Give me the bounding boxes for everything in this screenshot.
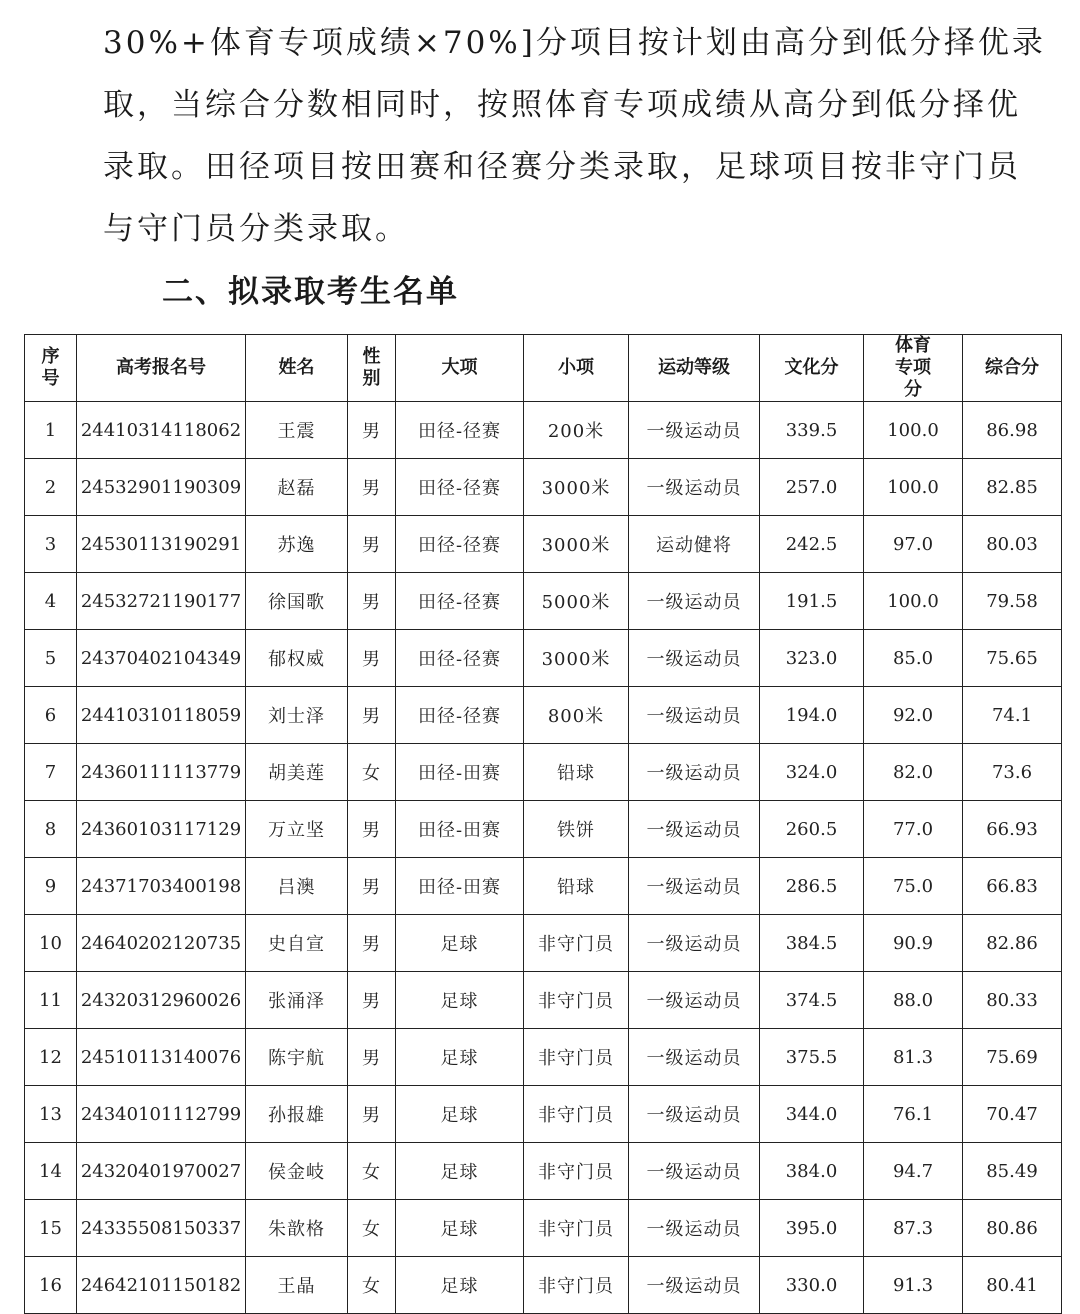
- cell-name: 苏逸: [246, 516, 348, 573]
- cell-event: 铅球: [524, 858, 629, 915]
- header-level: 运动等级: [629, 335, 760, 402]
- cell-exam-no: 24532901190309: [77, 459, 246, 516]
- cell-category: 田径-径赛: [396, 459, 524, 516]
- table-row: [25, 1086, 1062, 1143]
- cell-sport-score: 75.0: [864, 858, 963, 915]
- table-header-row: [25, 335, 1062, 402]
- cell-exam-no: 24335508150337: [77, 1200, 246, 1257]
- table-row: [25, 630, 1062, 687]
- cell-sport-score: 85.0: [864, 630, 963, 687]
- cell-total-score: 66.83: [963, 858, 1062, 915]
- header-exam-no: 高考报名号: [77, 335, 246, 402]
- cell-exam-no: 24320312960026: [77, 972, 246, 1029]
- cell-sport-score: 82.0: [864, 744, 963, 801]
- cell-index: 12: [25, 1029, 77, 1086]
- cell-event: 非守门员: [524, 1029, 629, 1086]
- cell-total-score: 73.6: [963, 744, 1062, 801]
- cell-gender: 男: [348, 402, 396, 459]
- cell-gender: 男: [348, 630, 396, 687]
- cell-level: 一级运动员: [629, 1143, 760, 1200]
- cell-name: 张涌泽: [246, 972, 348, 1029]
- cell-category: 田径-径赛: [396, 402, 524, 459]
- cell-category: 田径-径赛: [396, 630, 524, 687]
- cell-exam-no: 24532721190177: [77, 573, 246, 630]
- cell-sport-score: 87.3: [864, 1200, 963, 1257]
- cell-category: 田径-径赛: [396, 516, 524, 573]
- cell-sport-score: 100.0: [864, 573, 963, 630]
- cell-gender: 女: [348, 744, 396, 801]
- cell-sport-score: 92.0: [864, 687, 963, 744]
- cell-index: 13: [25, 1086, 77, 1143]
- cell-event: 非守门员: [524, 1143, 629, 1200]
- cell-total-score: 80.41: [963, 1257, 1062, 1314]
- cell-total-score: 82.85: [963, 459, 1062, 516]
- table-row: [25, 459, 1062, 516]
- cell-index: 8: [25, 801, 77, 858]
- header-index: 序号: [25, 335, 77, 402]
- cell-culture-score: 257.0: [760, 459, 864, 516]
- cell-culture-score: 191.5: [760, 573, 864, 630]
- cell-event: 5000米: [524, 573, 629, 630]
- cell-index: 5: [25, 630, 77, 687]
- table-row: [25, 1200, 1062, 1257]
- cell-gender: 男: [348, 459, 396, 516]
- cell-gender: 女: [348, 1200, 396, 1257]
- cell-category: 足球: [396, 972, 524, 1029]
- cell-level: 一级运动员: [629, 1086, 760, 1143]
- cell-sport-score: 91.3: [864, 1257, 963, 1314]
- cell-category: 田径-田赛: [396, 858, 524, 915]
- cell-culture-score: 194.0: [760, 687, 864, 744]
- header-category: 大项: [396, 335, 524, 402]
- cell-level: 一级运动员: [629, 744, 760, 801]
- cell-index: 15: [25, 1200, 77, 1257]
- table-row: [25, 858, 1062, 915]
- cell-sport-score: 76.1: [864, 1086, 963, 1143]
- cell-index: 4: [25, 573, 77, 630]
- cell-name: 王晶: [246, 1257, 348, 1314]
- cell-index: 14: [25, 1143, 77, 1200]
- cell-name: 史自宣: [246, 915, 348, 972]
- header-gender: 性别: [348, 335, 396, 402]
- cell-category: 足球: [396, 1257, 524, 1314]
- cell-event: 非守门员: [524, 1257, 629, 1314]
- cell-exam-no: 24360111113779: [77, 744, 246, 801]
- cell-level: 一级运动员: [629, 1029, 760, 1086]
- cell-level: 一级运动员: [629, 402, 760, 459]
- cell-gender: 男: [348, 573, 396, 630]
- cell-culture-score: 344.0: [760, 1086, 864, 1143]
- cell-event: 3000米: [524, 516, 629, 573]
- cell-exam-no: 24370402104349: [77, 630, 246, 687]
- cell-name: 刘士泽: [246, 687, 348, 744]
- cell-sport-score: 90.9: [864, 915, 963, 972]
- cell-exam-no: 24642101150182: [77, 1257, 246, 1314]
- cell-total-score: 86.98: [963, 402, 1062, 459]
- cell-gender: 男: [348, 1086, 396, 1143]
- header-culture-score: 文化分: [760, 335, 864, 402]
- cell-level: 一级运动员: [629, 858, 760, 915]
- cell-category: 田径-田赛: [396, 801, 524, 858]
- cell-index: 16: [25, 1257, 77, 1314]
- cell-culture-score: 395.0: [760, 1200, 864, 1257]
- cell-event: 非守门员: [524, 915, 629, 972]
- cell-gender: 男: [348, 1029, 396, 1086]
- cell-category: 足球: [396, 1143, 524, 1200]
- header-sport-score: 体育专项分: [864, 335, 963, 402]
- table-row: [25, 915, 1062, 972]
- cell-exam-no: 24340101112799: [77, 1086, 246, 1143]
- cell-sport-score: 94.7: [864, 1143, 963, 1200]
- paragraph-line: 录取。田径项目按田赛和径赛分类录取，足球项目按非守门员: [103, 149, 1021, 185]
- cell-total-score: 80.86: [963, 1200, 1062, 1257]
- cell-sport-score: 81.3: [864, 1029, 963, 1086]
- cell-gender: 男: [348, 858, 396, 915]
- cell-total-score: 82.86: [963, 915, 1062, 972]
- cell-category: 足球: [396, 1200, 524, 1257]
- cell-name: 赵磊: [246, 459, 348, 516]
- cell-name: 孙报雄: [246, 1086, 348, 1143]
- cell-gender: 女: [348, 1143, 396, 1200]
- cell-category: 足球: [396, 1086, 524, 1143]
- table-row: [25, 1257, 1062, 1314]
- paragraph-line: 30%+体育专项成绩×70%]分项目按计划由高分到低分择优录: [103, 25, 1046, 61]
- table-row: [25, 402, 1062, 459]
- cell-category: 足球: [396, 915, 524, 972]
- cell-index: 10: [25, 915, 77, 972]
- header-event: 小项: [524, 335, 629, 402]
- cell-exam-no: 24410314118062: [77, 402, 246, 459]
- cell-event: 800米: [524, 687, 629, 744]
- cell-culture-score: 260.5: [760, 801, 864, 858]
- paragraph-line: 与守门员分类录取。: [103, 211, 409, 247]
- cell-index: 11: [25, 972, 77, 1029]
- cell-exam-no: 24510113140076: [77, 1029, 246, 1086]
- cell-name: 陈宇航: [246, 1029, 348, 1086]
- cell-category: 田径-田赛: [396, 744, 524, 801]
- table-row: [25, 1143, 1062, 1200]
- cell-name: 朱歆格: [246, 1200, 348, 1257]
- cell-index: 6: [25, 687, 77, 744]
- table-row: [25, 1029, 1062, 1086]
- cell-culture-score: 286.5: [760, 858, 864, 915]
- cell-culture-score: 242.5: [760, 516, 864, 573]
- cell-event: 3000米: [524, 630, 629, 687]
- cell-exam-no: 24530113190291: [77, 516, 246, 573]
- table-row: [25, 744, 1062, 801]
- cell-exam-no: 24360103117129: [77, 801, 246, 858]
- cell-category: 田径-径赛: [396, 573, 524, 630]
- cell-index: 1: [25, 402, 77, 459]
- cell-category: 田径-径赛: [396, 687, 524, 744]
- cell-index: 3: [25, 516, 77, 573]
- cell-event: 非守门员: [524, 972, 629, 1029]
- cell-sport-score: 97.0: [864, 516, 963, 573]
- cell-gender: 男: [348, 801, 396, 858]
- cell-name: 胡美莲: [246, 744, 348, 801]
- cell-event: 3000米: [524, 459, 629, 516]
- cell-level: 一级运动员: [629, 459, 760, 516]
- table-row: [25, 573, 1062, 630]
- table-row: [25, 972, 1062, 1029]
- cell-culture-score: 384.0: [760, 1143, 864, 1200]
- cell-culture-score: 374.5: [760, 972, 864, 1029]
- cell-index: 9: [25, 858, 77, 915]
- cell-level: 一级运动员: [629, 1257, 760, 1314]
- cell-level: 一级运动员: [629, 573, 760, 630]
- cell-culture-score: 330.0: [760, 1257, 864, 1314]
- cell-event: 200米: [524, 402, 629, 459]
- cell-gender: 女: [348, 1257, 396, 1314]
- header-total-score: 综合分: [963, 335, 1062, 402]
- cell-index: 7: [25, 744, 77, 801]
- cell-level: 运动健将: [629, 516, 760, 573]
- cell-total-score: 66.93: [963, 801, 1062, 858]
- cell-exam-no: 24410310118059: [77, 687, 246, 744]
- cell-name: 吕澳: [246, 858, 348, 915]
- table-row: [25, 516, 1062, 573]
- cell-level: 一级运动员: [629, 972, 760, 1029]
- cell-name: 徐国歌: [246, 573, 348, 630]
- cell-culture-score: 323.0: [760, 630, 864, 687]
- cell-level: 一级运动员: [629, 1200, 760, 1257]
- table-row: [25, 687, 1062, 744]
- cell-total-score: 75.69: [963, 1029, 1062, 1086]
- cell-event: 铁饼: [524, 801, 629, 858]
- cell-exam-no: 24371703400198: [77, 858, 246, 915]
- cell-culture-score: 324.0: [760, 744, 864, 801]
- cell-level: 一级运动员: [629, 915, 760, 972]
- cell-index: 2: [25, 459, 77, 516]
- cell-culture-score: 384.5: [760, 915, 864, 972]
- cell-exam-no: 24320401970027: [77, 1143, 246, 1200]
- cell-gender: 男: [348, 972, 396, 1029]
- table-row: [25, 801, 1062, 858]
- header-name: 姓名: [246, 335, 348, 402]
- cell-sport-score: 100.0: [864, 402, 963, 459]
- section-title: 二、拟录取考生名单: [162, 274, 459, 310]
- cell-name: 万立坚: [246, 801, 348, 858]
- cell-sport-score: 100.0: [864, 459, 963, 516]
- cell-total-score: 74.1: [963, 687, 1062, 744]
- cell-culture-score: 375.5: [760, 1029, 864, 1086]
- cell-total-score: 85.49: [963, 1143, 1062, 1200]
- cell-exam-no: 24640202120735: [77, 915, 246, 972]
- cell-event: 非守门员: [524, 1200, 629, 1257]
- cell-total-score: 80.03: [963, 516, 1062, 573]
- cell-level: 一级运动员: [629, 630, 760, 687]
- cell-sport-score: 88.0: [864, 972, 963, 1029]
- cell-name: 郁权威: [246, 630, 348, 687]
- cell-gender: 男: [348, 915, 396, 972]
- cell-total-score: 70.47: [963, 1086, 1062, 1143]
- cell-name: 侯金岐: [246, 1143, 348, 1200]
- cell-event: 铅球: [524, 744, 629, 801]
- cell-total-score: 75.65: [963, 630, 1062, 687]
- paragraph-line: 取，当综合分数相同时，按照体育专项成绩从高分到低分择优: [103, 87, 1021, 123]
- cell-level: 一级运动员: [629, 801, 760, 858]
- cell-level: 一级运动员: [629, 687, 760, 744]
- cell-sport-score: 77.0: [864, 801, 963, 858]
- cell-name: 王震: [246, 402, 348, 459]
- cell-category: 足球: [396, 1029, 524, 1086]
- cell-total-score: 79.58: [963, 573, 1062, 630]
- cell-gender: 男: [348, 687, 396, 744]
- table-body: [25, 402, 1062, 1314]
- cell-total-score: 80.33: [963, 972, 1062, 1029]
- cell-gender: 男: [348, 516, 396, 573]
- admission-list-table: [24, 334, 1062, 1314]
- cell-culture-score: 339.5: [760, 402, 864, 459]
- cell-event: 非守门员: [524, 1086, 629, 1143]
- admission-rules-paragraph: [103, 12, 1046, 260]
